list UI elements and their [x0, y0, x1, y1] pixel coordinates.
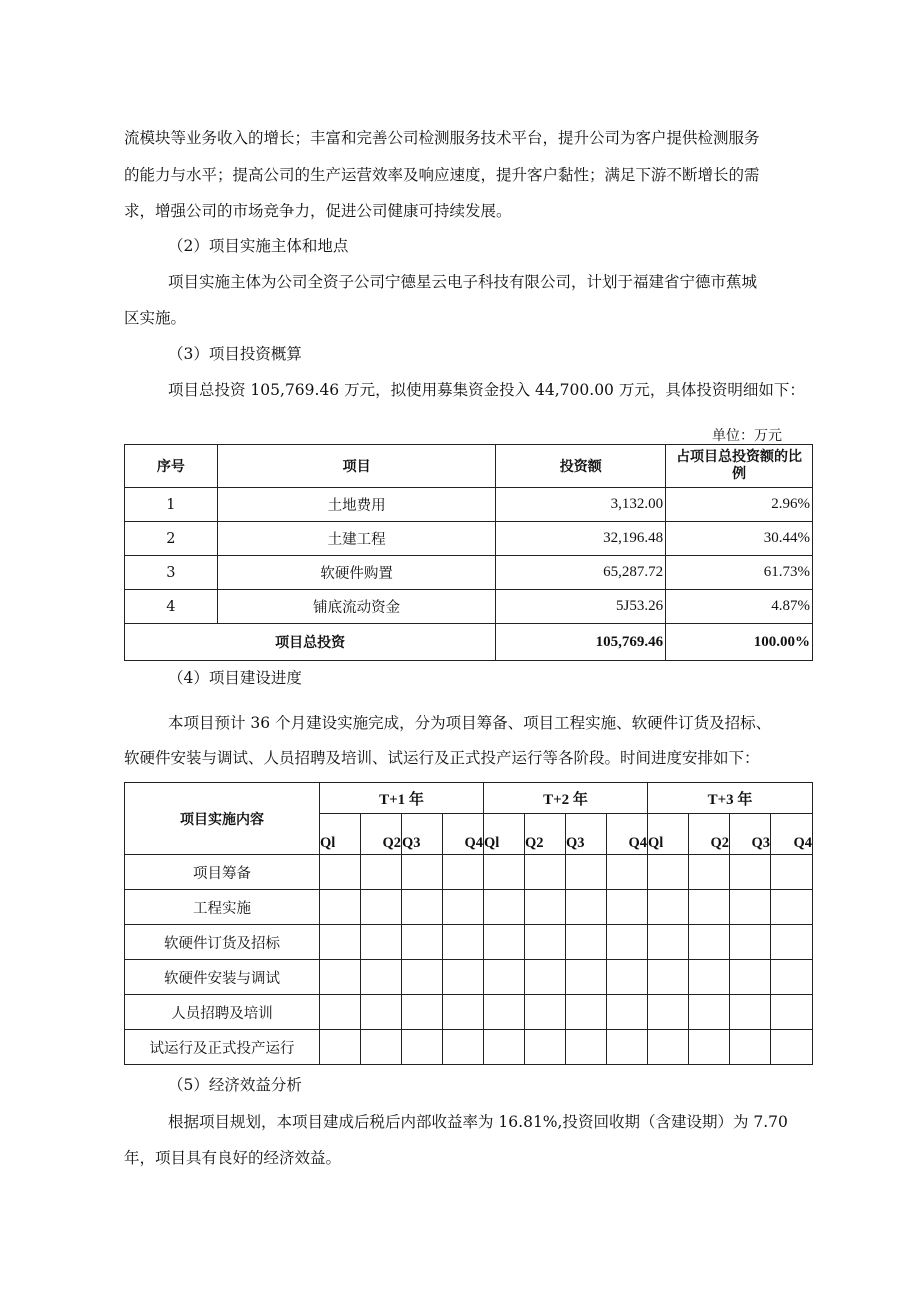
total-ratio: 100.00% [666, 624, 813, 661]
intro-paragraph-line-2: 的能力与水平；提高公司的生产运营效率及响应速度，提升客户黏性；满足下游不断增长的需 [124, 166, 760, 184]
row-item: 铺底流动资金 [217, 590, 496, 624]
header-ratio-line-2: 例 [732, 466, 747, 482]
quarter-header: Q4 [607, 814, 648, 855]
row-item: 土地费用 [217, 488, 496, 522]
row-item: 土建工程 [217, 522, 496, 556]
table-row [125, 890, 813, 925]
row-ratio: 61.73% [666, 556, 813, 590]
row-amount: 32,196.48 [496, 522, 666, 556]
table-row [125, 488, 813, 522]
header-no: 序号 [125, 445, 218, 488]
investment-paragraph: 项目总投资 105,769.46 万元，拟使用募集资金投入 44,700.00 万元，具体投资明细如下： [168, 381, 805, 399]
quarter-header: Q4 [443, 814, 484, 855]
quarter-header: Q4 [771, 814, 813, 855]
header-ratio-line-1: 占项目总投资额的比 [676, 449, 803, 465]
quarter-header: Q2 [361, 814, 402, 855]
row-amount: 65,287.72 [496, 556, 666, 590]
section-heading-5: （5）经济效益分析 [168, 1076, 302, 1094]
quarter-header: Ql [484, 814, 525, 855]
row-ratio: 4.87% [666, 590, 813, 624]
total-row [125, 624, 813, 661]
task-label: 试运行及正式投产运行 [125, 1030, 320, 1065]
table-row [125, 590, 813, 624]
schedule-paragraph-line-2: 软硬件安装与调试、人员招聘及培训、试运行及正式投产运行等各阶段。时间进度安排如下： [124, 749, 760, 767]
task-label: 工程实施 [125, 890, 320, 925]
unit-label: 单位：万元 [712, 428, 782, 444]
table-row [125, 855, 813, 890]
row-amount: 5J53.26 [496, 590, 666, 624]
table-row [125, 925, 813, 960]
task-label: 软硬件安装与调试 [125, 960, 320, 995]
task-label: 人员招聘及培训 [125, 995, 320, 1030]
schedule-table [124, 782, 813, 1065]
quarter-header: Q3 [730, 814, 771, 855]
row-no: 1 [125, 488, 218, 522]
row-ratio: 30.44% [666, 522, 813, 556]
subject-paragraph-line-2: 区实施。 [124, 309, 187, 327]
intro-paragraph-line-1: 流模块等业务收入的增长；丰富和完善公司检测服务技术平台，提升公司为客户提供检测服务 [124, 129, 760, 147]
total-label: 项目总投资 [125, 624, 496, 661]
row-amount: 3,132.00 [496, 488, 666, 522]
investment-table [124, 444, 813, 661]
year-header: T+2 年 [484, 783, 648, 814]
intro-paragraph-line-3: 求，增强公司的市场竞争力，促进公司健康可持续发展。 [124, 202, 512, 220]
investment-table-header [125, 445, 813, 488]
quarter-header: Q2 [525, 814, 566, 855]
row-item: 软硬件购置 [217, 556, 496, 590]
task-label: 项目筹备 [125, 855, 320, 890]
year-header: T+3 年 [648, 783, 813, 814]
table-row [125, 960, 813, 995]
section-heading-2: （2）项目实施主体和地点 [168, 237, 349, 255]
schedule-row-header: 项目实施内容 [125, 783, 320, 855]
row-no: 2 [125, 522, 218, 556]
table-row [125, 1030, 813, 1065]
econ-paragraph-line-2: 年，项目具有良好的经济效益。 [124, 1149, 342, 1167]
table-row [125, 522, 813, 556]
econ-paragraph-line-1: 根据项目规划，本项目建成后税后内部收益率为 16.81%,投资回收期（含建设期）为 7.70 [168, 1113, 788, 1131]
table-row [125, 995, 813, 1030]
row-ratio: 2.96% [666, 488, 813, 522]
row-no: 3 [125, 556, 218, 590]
year-header: T+1 年 [320, 783, 484, 814]
table-row [125, 556, 813, 590]
row-no: 4 [125, 590, 218, 624]
header-ratio [666, 445, 813, 488]
quarter-header: Q3 [566, 814, 607, 855]
header-amount: 投资额 [496, 445, 666, 488]
quarter-header: Ql [648, 814, 689, 855]
quarter-header: Q2 [689, 814, 730, 855]
section-heading-3: （3）项目投资概算 [168, 345, 302, 363]
quarter-header: Ql [320, 814, 361, 855]
task-label: 软硬件订货及招标 [125, 925, 320, 960]
header-item: 项目 [217, 445, 496, 488]
subject-paragraph-line-1: 项目实施主体为公司全资子公司宁德星云电子科技有限公司，计划于福建省宁德市蕉城 [168, 273, 758, 291]
total-amount: 105,769.46 [496, 624, 666, 661]
quarter-header: Q3 [402, 814, 443, 855]
section-heading-4: （4）项目建设进度 [168, 669, 302, 687]
schedule-paragraph-line-1: 本项目预计 36 个月建设实施完成，分为项目筹备、项目工程实施、软硬件订货及招标、 [168, 714, 772, 732]
